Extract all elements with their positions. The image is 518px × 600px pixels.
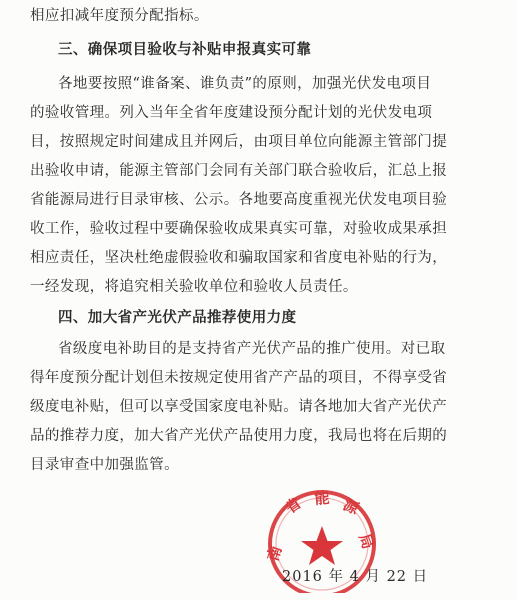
intro-tail-line: 相应扣减年度预分配指标。: [30, 8, 209, 24]
section-3-line: 的验收管理。列入当年全省年度建设预分配计划的光伏发电项: [30, 105, 433, 121]
section-4-line: 品的推荐力度，加大省产光伏产品使用力度，我局也将在后期的: [30, 428, 448, 444]
section-4-line: 得年度预分配计划但未按规定使用省产产品的项目，不得享受省: [30, 370, 448, 386]
section-4-line: 省级度电补助目的是支持省产光伏产品的推广使用。对已取: [58, 341, 446, 357]
section-4-line: 目录审查中加强监管。: [30, 457, 179, 473]
seal-char: 省: [281, 493, 305, 518]
seal-char: 源: [340, 495, 362, 518]
section-3-line: 出验收申请，能源主管部门会同有关部门联合验收后，汇总上报: [30, 163, 448, 179]
section-3-line: 收工作，验收过程中要确保验收成果真实可靠，对验收成果承担: [30, 221, 448, 237]
section-4-heading: 四、加大省产光伏产品推荐使用力度: [58, 310, 297, 326]
seal-star-icon: [301, 526, 343, 565]
seal-char: 南: [263, 543, 286, 564]
section-3-line: 一经发现，将追究相关验收单位和验收人员责任。: [30, 279, 358, 295]
section-3-line: 相应责任，坚决杜绝虚假验收和骗取国家和省度电补贴的行为，: [30, 250, 448, 266]
section-3-line: 省能源局进行目录审核、公示。各地要高度重视光伏发电项目验: [30, 192, 448, 208]
section-3-heading: 三、确保项目验收与补贴申报真实可靠: [58, 42, 312, 58]
section-3-line: 目，按照规定时间建成且并网后，由项目单位向能源主管部门提: [30, 134, 448, 150]
section-4-line: 级度电补贴，但可以享受国家度电补贴。请各地加大省产光伏产: [30, 399, 448, 415]
seal-char: 能: [313, 488, 331, 508]
section-3-line: 各地要按照“谁备案、谁负责”的原则，加强光伏发电项目: [58, 76, 432, 92]
seal-char: 局: [355, 531, 378, 552]
document-date: 2016 年 4 月 22 日: [282, 569, 429, 585]
